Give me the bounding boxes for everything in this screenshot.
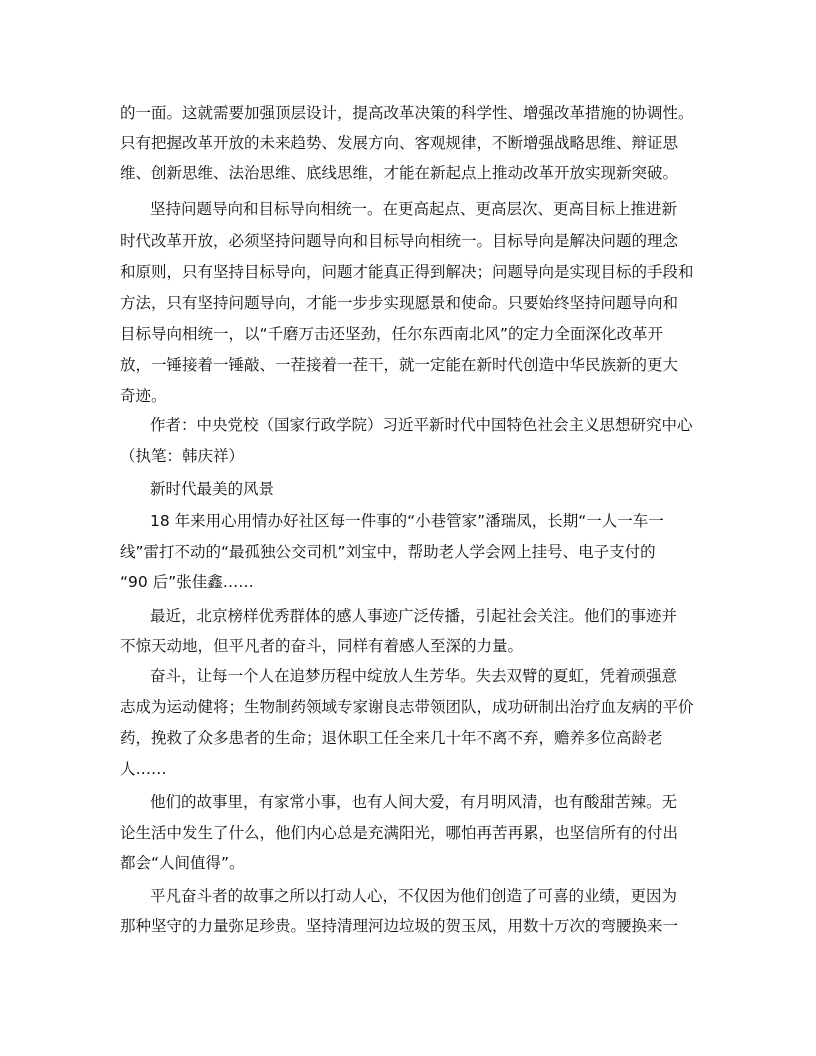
text-line: 不惊天动地，但平凡者的奋斗，同样有着感人至深的力量。 [120,637,524,655]
text-line: 奇迹。 [120,387,167,405]
text-line: 放，一锤接着一锤敲、一茬接着一茬干，就一定能在新时代创造中华民族新的更大 [120,356,679,374]
paragraph-first-line: 奋斗，让每一个人在追梦历程中绽放人生芳华。失去双臂的夏虹，凭着顽强意 [150,667,678,685]
text-line: “90 后”张佳鑫…… [120,573,254,591]
text-line: 都会“人间值得”。 [120,854,245,872]
text-line: 那种坚守的力量弥足珍贵。坚持清理河边垃圾的贺玉凤，用数十万次的弯腰换来一 [120,917,679,935]
paragraph-first-line: 他们的故事里，有家常小事，也有人间大爱，有月明风清，也有酸甜苦辣。无 [150,793,678,811]
text-line: 药，挽救了众多患者的生命；退休职工任全来几十年不离不弃，赡养多位高龄老 [120,729,663,747]
text-line: 方法，只有坚持问题导向，才能一步步实现愿景和使命。只要始终坚持问题导向和 [120,294,679,312]
author-note-line: （执笔：韩庆祥） [120,447,245,465]
text-line: 线”雷打不动的“最孤独公交司机”刘宝中，帮助老人学会网上挂号、电子支付的 [120,543,656,561]
text-line: 维、创新思维、法治思维、底线思维，才能在新起点上推动改革开放实现新突破。 [120,164,679,182]
text-line: 只有把握改革开放的未来趋势、发展方向、客观规律，不断增强战略思维、辩证思 [120,134,679,152]
paragraph-first-line: 最近，北京榜样优秀群体的感人事迹广泛传播，引起社会关注。他们的事迹并 [150,607,678,625]
paragraph-first-line: 坚持问题导向和目标导向相统一。在更高起点、更高层次、更高目标上推进新 [150,200,678,218]
section-title: 新时代最美的风景 [150,480,275,498]
text-line: 目标导向相统一，以“千磨万击还坚劲，任尔东西南北风”的定力全面深化改革开 [120,325,664,343]
text-line: 的一面。这就需要加强顶层设计，提高改革决策的科学性、增强改革措施的协调性。 [120,104,694,122]
text-line: 论生活中发生了什么，他们内心总是充满阳光，哪怕再苦再累，也坚信所有的付出 [120,824,679,842]
text-line: 时代改革开放，必须坚持问题导向和目标导向相统一。目标导向是解决问题的理念 [120,232,679,250]
paragraph-first-line: 18 年来用心用情办好社区每一件事的“小巷管家”潘瑞凤，长期“一人一车一 [150,512,664,530]
author-line: 作者：中央党校（国家行政学院）习近平新时代中国特色社会主义思想研究中心 [150,416,693,434]
text-line: 志成为运动健将；生物制药领域专家谢良志带领团队，成功研制出治疗血友病的平价 [120,698,694,716]
text-line: 人…… [120,760,167,778]
paragraph-first-line: 平凡奋斗者的故事之所以打动人心，不仅因为他们创造了可喜的业绩，更因为 [150,887,678,905]
text-line: 和原则，只有坚持目标导向，问题才能真正得到解决；问题导向是实现目标的手段和 [120,263,694,281]
